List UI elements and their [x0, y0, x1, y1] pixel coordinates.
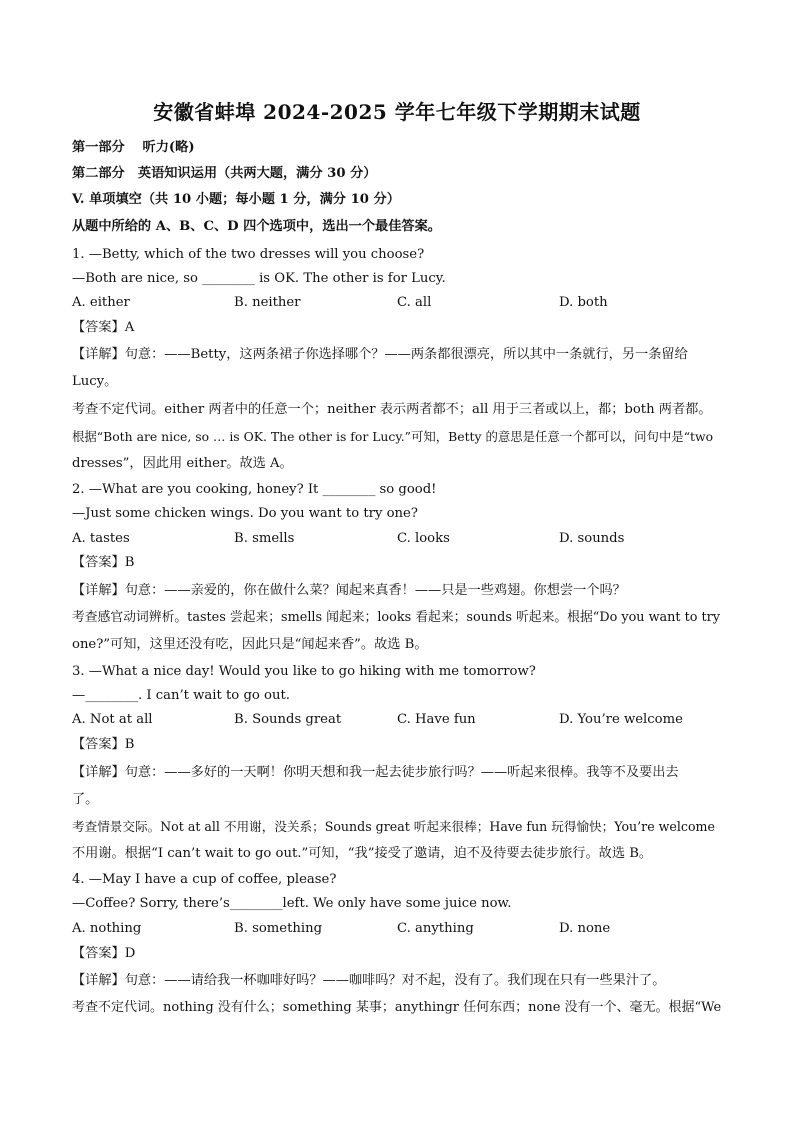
question-4-line1: 4. —May I have a cup of coffee, please?: [72, 872, 337, 887]
q1-explain-3: 考查不定代词。either 两者中的任意一个；neither 表示两者都不；all 用于三者或以上，都；both 两者都。: [72, 402, 712, 417]
q2-explain-1: 【详解】句意：——亲爱的，你在做什么菜？闻起来真香！——只是一些鸡翅。你想尝一个吗？: [72, 583, 626, 598]
q3-answer: 【答案】B: [72, 737, 135, 752]
q2-option-c: C. looks: [397, 531, 450, 546]
question-3-line1: 3. —What a nice day! Would you like to go hiking with me tomorrow?: [72, 664, 536, 679]
question-2-line1: 2. —What are you cooking, honey? It ________ so good!: [72, 482, 437, 497]
q1-explain-2: Lucy。: [72, 374, 118, 389]
q1-option-c: C. all: [397, 295, 432, 310]
q3-explain-1: 【详解】句意：——多好的一天啊！你明天想和我一起去徒步旅行吗？——听起来很棒。我等不及要出去: [72, 765, 679, 780]
q2-explain-2: 考查感官动词辨析。tastes 尝起来；smells 闻起来；looks 看起来；sounds 听起来。根据“Do you want to try: [72, 610, 721, 625]
question-3-line2: —________. I can’t wait to go out.: [72, 688, 290, 703]
q3-option-c: C. Have fun: [397, 712, 476, 727]
question-1-line2: —Both are nice, so ________ is OK. The other is for Lucy.: [72, 271, 446, 286]
q4-explain-1: 【详解】句意：——请给我一杯咖啡好吗？——咖啡吗？对不起，没有了。我们现在只有一些果汁了。: [72, 973, 666, 988]
question-2-line2: —Just some chicken wings. Do you want to try one?: [72, 506, 418, 521]
q1-option-b: B. neither: [234, 295, 301, 310]
q1-explain-5: dresses”，因此用 either。故选 A。: [72, 456, 293, 471]
q2-option-a: A. tastes: [72, 531, 130, 546]
question-4-line2: —Coffee? Sorry, there’s________left. We only have some juice now.: [72, 896, 512, 911]
q3-option-a: A. Not at all: [72, 712, 153, 727]
q1-option-d: D. both: [559, 295, 608, 310]
question-1-line1: 1. —Betty, which of the two dresses will you choose?: [72, 247, 425, 262]
q2-explain-3: one?”可知，这里还没有吃，因此只是“闻起来香”。故选 B。: [72, 637, 428, 652]
q4-option-b: B. something: [234, 921, 323, 936]
q2-answer: 【答案】B: [72, 555, 135, 570]
q3-explain-2: 了。: [72, 792, 99, 807]
q3-explain-3: 考查情景交际。Not at all 不用谢，没关系；Sounds great 听起来很棒；Have fun 玩得愉快；You’re welcome: [72, 819, 715, 834]
page-title: 安徽省蚌埠 2024-2025 学年七年级下学期期末试题: [153, 100, 641, 124]
q3-option-b: B. Sounds great: [234, 712, 342, 727]
q4-option-d: D. none: [559, 921, 611, 936]
q4-answer: 【答案】D: [72, 946, 136, 961]
q2-option-b: B. smells: [234, 531, 295, 546]
q1-answer: 【答案】A: [72, 320, 135, 335]
q1-explain-1: 【详解】句意：——Betty，这两条裙子你选择哪个？——两条都很漂亮，所以其中一条就行，另一条留给: [72, 347, 688, 362]
instruction-text: 从题中所给的 A、B、C、D 四个选项中，选出一个最佳答案。: [72, 219, 441, 234]
section5-heading: V. 单项填空（共 10 小题；每小题 1 分，满分 10 分）: [72, 192, 400, 207]
q4-option-c: C. anything: [397, 921, 474, 936]
q1-explain-4: 根据“Both are nice, so … is OK. The other is for Lucy.”可知，Betty 的意思是任意一个都可以，问句中是“two: [72, 429, 714, 444]
q1-option-a: A. either: [72, 295, 130, 310]
part1-heading: 第一部分 听力(略): [72, 140, 195, 155]
q2-option-d: D. sounds: [559, 531, 625, 546]
q3-explain-4: 不用谢。根据“I can’t wait to go out.”可知，“我”接受了邀请，迫不及待要去徒步旅行。故选 B。: [72, 846, 653, 861]
part2-heading: 第二部分 英语知识运用（共两大题，满分 30 分）: [72, 166, 377, 181]
q4-option-a: A. nothing: [72, 921, 142, 936]
q3-option-d: D. You’re welcome: [559, 712, 683, 727]
q4-explain-2: 考查不定代词。nothing 没有什么；something 某事；anythingr 任何东西；none 没有一个、毫无。根据“We: [72, 1000, 722, 1015]
